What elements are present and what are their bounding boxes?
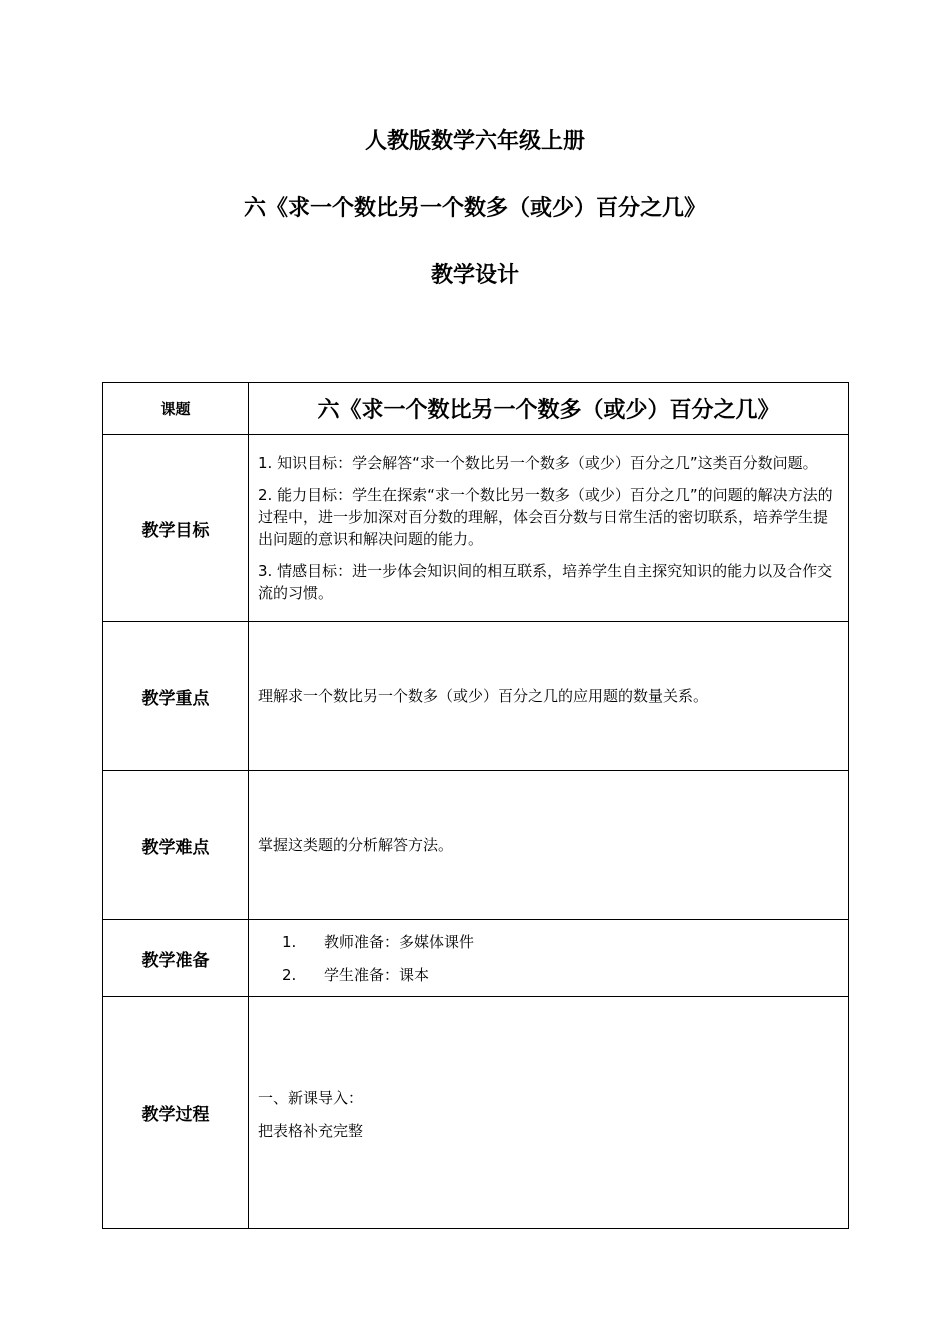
preparation-item-number: 2. <box>282 965 297 984</box>
objective-item: 3. 情感目标：进一步体会知识间的相互联系，培养学生自主探究知识的能力以及合作交流的习惯。 <box>258 562 833 602</box>
lesson-title: 六《求一个数比另一个数多（或少）百分之几》 <box>243 196 706 221</box>
row-topic <box>103 383 849 435</box>
row-key-point <box>103 622 849 771</box>
preparation-item <box>258 931 839 953</box>
preparation-label: 教学准备 <box>103 920 249 997</box>
process-line: 把表格补充完整 <box>258 1122 364 1140</box>
objectives-cell <box>249 435 849 622</box>
process-cell <box>249 997 849 1229</box>
objective-item: 2. 能力目标：学生在探索“求一个数比另一数多（或少）百分之几”的问题的解决方法的过程中，进一步加深对百分数的理解，体会百分数与日常生活的密切联系，培养学生提出问题的意识和解决问题的能力。 <box>258 486 833 548</box>
topic-value: 六《求一个数比另一个数多（或少）百分之几》 <box>249 383 849 435</box>
row-objectives <box>103 435 849 622</box>
document-title: 人教版数学六年级上册 <box>364 129 585 154</box>
preparation-cell <box>249 920 849 997</box>
preparation-item-number: 1. <box>282 932 297 951</box>
process-label: 教学过程 <box>103 997 249 1229</box>
difficulty-label: 教学难点 <box>103 771 249 920</box>
topic-label: 课题 <box>103 383 249 435</box>
row-preparation <box>103 920 849 997</box>
lesson-plan-table <box>102 382 849 1229</box>
preparation-item-text: 学生准备：课本 <box>324 965 430 984</box>
objective-item: 1. 知识目标：学会解答“求一个数比另一个数多（或少）百分之几”这类百分数问题。 <box>258 454 818 472</box>
key-point-label: 教学重点 <box>103 622 249 771</box>
row-difficulty <box>103 771 849 920</box>
objectives-label: 教学目标 <box>103 435 249 622</box>
process-line: 一、新课导入： <box>258 1089 364 1107</box>
preparation-item <box>258 964 839 986</box>
row-process <box>103 997 849 1229</box>
preparation-item-text: 教师准备：多媒体课件 <box>324 932 475 951</box>
difficulty-text: 掌握这类题的分析解答方法。 <box>249 771 849 920</box>
document-subtitle: 教学设计 <box>430 263 519 288</box>
key-point-text: 理解求一个数比另一个数多（或少）百分之几的应用题的数量关系。 <box>249 622 849 771</box>
